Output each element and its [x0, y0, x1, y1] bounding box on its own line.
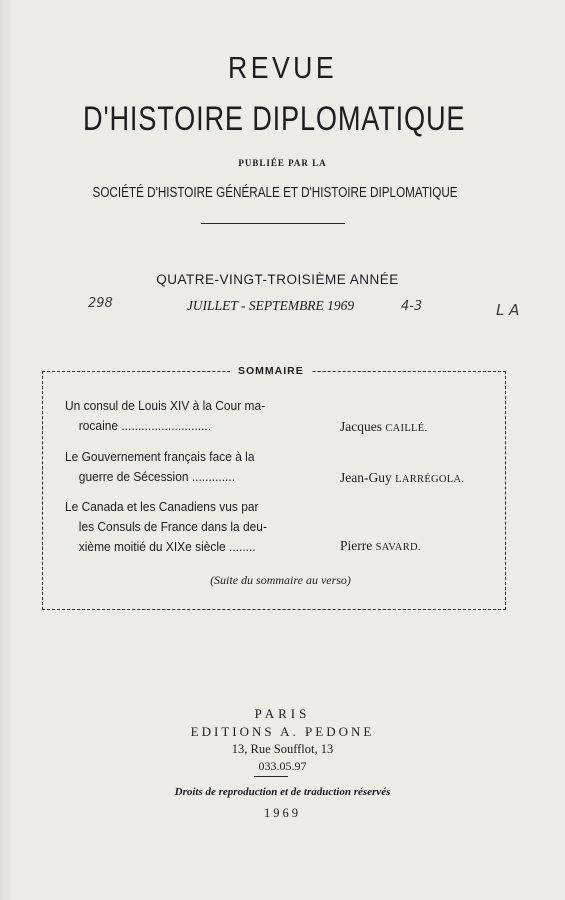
toc-entry-3-line-2: les Consuls de France dans la deu- — [78, 519, 267, 534]
publisher-intro: PUBLIÉE PAR LA — [238, 158, 327, 168]
toc-entry-1-author-first: Jacques — [340, 419, 386, 434]
toc-entry-3-author-last: SAVARD. — [375, 542, 421, 553]
handwritten-note-left: 298 — [88, 296, 113, 311]
publication-year: 1969 — [264, 806, 301, 820]
toc-entry-3-line-3: xième moitié du XIXe siècle ........ — [78, 539, 256, 554]
publisher-phone: 033.05.97 — [258, 759, 307, 773]
society-name: SOCIÉTÉ D'HISTOIRE GÉNÉRALE ET D'HISTOIRE DIPLOMATIQUE — [92, 184, 458, 201]
handwritten-note-corner: L A — [496, 301, 520, 319]
rights-notice: Droits de reproduction et de traduction réservés — [174, 786, 391, 798]
volume-year: QUATRE-VINGT-TROISIÈME ANNÉE — [156, 272, 399, 287]
title-divider — [201, 223, 345, 224]
toc-entry-3-line-1: Le Canada et les Canadiens vus par — [65, 499, 259, 514]
toc-entry-2-line-1: Le Gouvernement français face à la — [65, 449, 255, 464]
toc-entry-1-line-1: Un consul de Louis XIV à la Cour ma- — [65, 398, 266, 413]
issue-period: JUILLET - SEPTEMBRE 1969 — [186, 298, 355, 313]
toc-entry-1 — [65, 396, 265, 436]
toc-entry-2-author — [340, 470, 464, 486]
toc-entry-1-line-2: rocaine ........................... — [78, 418, 212, 433]
publisher-city: PARIS — [254, 706, 311, 721]
sommaire-heading: SOMMAIRE — [230, 365, 312, 377]
journal-title-line1: REVUE — [228, 50, 338, 85]
toc-entry-3-author-first: Pierre — [340, 538, 376, 553]
publisher-name: EDITIONS A. PEDONE — [190, 724, 375, 739]
toc-entry-2-line-2: guerre de Sécession ............. — [78, 469, 236, 484]
footer-divider — [254, 776, 288, 777]
publisher-address: 13, Rue Soufflot, 13 — [231, 742, 334, 756]
toc-entry-2-author-first: Jean-Guy — [340, 470, 396, 485]
toc-entry-2 — [65, 447, 254, 487]
sommaire-continuation: (Suite du sommaire au verso) — [210, 573, 351, 587]
toc-entry-3 — [65, 497, 267, 557]
toc-entry-1-author — [340, 419, 427, 435]
toc-entry-3-author — [340, 538, 421, 554]
toc-entry-2-author-last: LARRÉGOLA. — [395, 474, 465, 485]
journal-title-line2: D'HISTOIRE DIPLOMATIQUE — [83, 100, 466, 138]
toc-entry-1-author-last: CAILLÉ. — [385, 423, 428, 434]
handwritten-note-right: 4-3 — [401, 299, 423, 314]
